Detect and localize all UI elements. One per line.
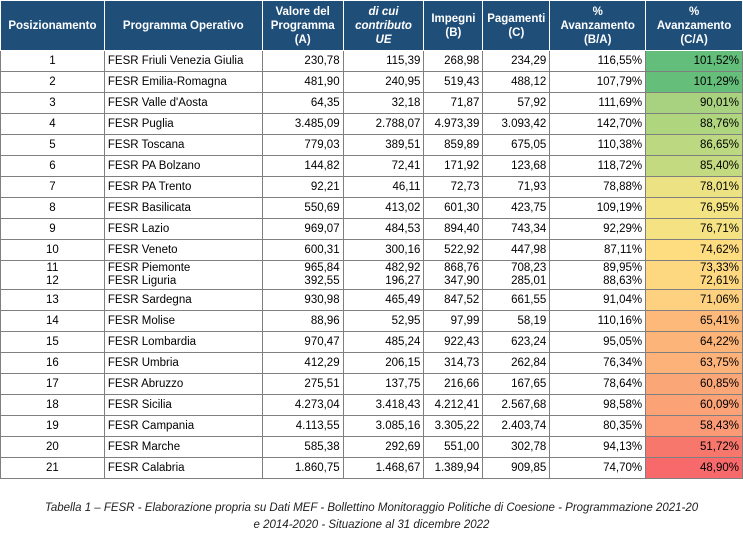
cell-payments: 57,92: [483, 93, 550, 114]
header-pct-ca: % Avanzamento (C/A): [646, 1, 743, 51]
header-value: Valore del Programma (A): [262, 1, 343, 51]
cell-rank: 4: [1, 114, 105, 135]
cell-payments: 488,12: [483, 72, 550, 93]
caption-line-1: Tabella 1 – FESR - Elaborazione propria su Dati MEF - Bollettino Monitoraggio Politiche di Coesione - Programmazione 2021-20: [44, 502, 699, 514]
cell-eu: 137,75: [343, 374, 424, 395]
table-row: [1, 332, 743, 353]
cell-payments: 234,29: [483, 51, 550, 72]
cell-pct-ca: 90,01%: [646, 93, 743, 114]
cell-pct-ca: 51,72%: [646, 437, 743, 458]
cell-commitments: 601,30: [424, 198, 483, 219]
table-row: [1, 240, 743, 261]
cell-commitments: 3.305,22: [424, 416, 483, 437]
cell-program: FESR Valle d'Aosta: [104, 93, 262, 114]
cell-value: 779,03: [262, 135, 343, 156]
cell-value: 275,51: [262, 374, 343, 395]
cell-commitments: 1.389,94: [424, 458, 483, 479]
cell-payments: 623,24: [483, 332, 550, 353]
cell-eu: 292,69: [343, 437, 424, 458]
cell-program: FESR Umbria: [104, 353, 262, 374]
cell-pct-ba: 78,88%: [550, 177, 646, 198]
cell-eu: 206,15: [343, 353, 424, 374]
cell-value: 230,78: [262, 51, 343, 72]
cell-program: FESR PA Trento: [104, 177, 262, 198]
cell-pct-ba: 142,70%: [550, 114, 646, 135]
cell-commitments: 859,89: [424, 135, 483, 156]
cell-rank: 13: [1, 290, 105, 311]
cell-eu: 300,16: [343, 240, 424, 261]
cell-pct-ca: 60,09%: [646, 395, 743, 416]
table-row: [1, 395, 743, 416]
cell-payments: 2.403,74: [483, 416, 550, 437]
cell-value: 585,38: [262, 437, 343, 458]
cell-commitments: 551,00: [424, 437, 483, 458]
cell-commitments: 216,66: [424, 374, 483, 395]
cell-eu: 485,24: [343, 332, 424, 353]
header-program: Programma Operativo: [104, 1, 262, 51]
table-row: [1, 51, 743, 72]
cell-value: 969,07: [262, 219, 343, 240]
cell-commitments: 868,76 347,90: [424, 261, 483, 290]
cell-rank: 3: [1, 93, 105, 114]
cell-program: FESR Lombardia: [104, 332, 262, 353]
cell-eu: 115,39: [343, 51, 424, 72]
cell-payments: 262,84: [483, 353, 550, 374]
cell-commitments: 4.973,39: [424, 114, 483, 135]
cell-payments: 302,78: [483, 437, 550, 458]
cell-pct-ba: 78,64%: [550, 374, 646, 395]
cell-pct-ba: 110,16%: [550, 311, 646, 332]
cell-commitments: 4.212,41: [424, 395, 483, 416]
cell-program: FESR Veneto: [104, 240, 262, 261]
cell-eu: 2.788,07: [343, 114, 424, 135]
cell-program: FESR Puglia: [104, 114, 262, 135]
cell-value: 970,47: [262, 332, 343, 353]
cell-pct-ca: 86,65%: [646, 135, 743, 156]
cell-pct-ba: 109,19%: [550, 198, 646, 219]
cell-value: 144,82: [262, 156, 343, 177]
table-row: [1, 219, 743, 240]
cell-pct-ba: 91,04%: [550, 290, 646, 311]
cell-pct-ca: 63,75%: [646, 353, 743, 374]
header-payments: Pagamenti (C): [483, 1, 550, 51]
cell-payments: 743,34: [483, 219, 550, 240]
cell-pct-ba: 118,72%: [550, 156, 646, 177]
cell-commitments: 314,73: [424, 353, 483, 374]
cell-value: 965,84 392,55: [262, 261, 343, 290]
cell-commitments: 71,87: [424, 93, 483, 114]
cell-rank: 14: [1, 311, 105, 332]
cell-payments: 675,05: [483, 135, 550, 156]
cell-eu: 413,02: [343, 198, 424, 219]
cell-pct-ba: 74,70%: [550, 458, 646, 479]
table-row: [1, 135, 743, 156]
cell-value: 550,69: [262, 198, 343, 219]
cell-eu: 52,95: [343, 311, 424, 332]
cell-pct-ca: 64,22%: [646, 332, 743, 353]
cell-rank: 21: [1, 458, 105, 479]
cell-commitments: 97,99: [424, 311, 483, 332]
cell-pct-ca: 58,43%: [646, 416, 743, 437]
header-rank: Posizionamento: [1, 1, 105, 51]
cell-value: 4.113,55: [262, 416, 343, 437]
cell-pct-ba: 111,69%: [550, 93, 646, 114]
cell-commitments: 847,52: [424, 290, 483, 311]
cell-pct-ca: 48,90%: [646, 458, 743, 479]
cell-rank: 9: [1, 219, 105, 240]
header-eu: di cui contributo UE: [343, 1, 424, 51]
caption-line-2: e 2014-2020 - Situazione al 31 dicembre 2022: [253, 519, 490, 531]
cell-commitments: 72,73: [424, 177, 483, 198]
table-row: [1, 416, 743, 437]
cell-rank: 20: [1, 437, 105, 458]
cell-commitments: 522,92: [424, 240, 483, 261]
cell-pct-ca: 85,40%: [646, 156, 743, 177]
cell-payments: 708,23 285,01: [483, 261, 550, 290]
cell-pct-ca: 101,52%: [646, 51, 743, 72]
cell-payments: 423,75: [483, 198, 550, 219]
table-row: [1, 93, 743, 114]
cell-eu: 3.085,16: [343, 416, 424, 437]
cell-payments: 661,55: [483, 290, 550, 311]
cell-pct-ba: 107,79%: [550, 72, 646, 93]
cell-eu: 46,11: [343, 177, 424, 198]
cell-value: 600,31: [262, 240, 343, 261]
table-row: [1, 458, 743, 479]
cell-pct-ba: 80,35%: [550, 416, 646, 437]
cell-pct-ba: 98,58%: [550, 395, 646, 416]
cell-pct-ba: 110,38%: [550, 135, 646, 156]
cell-rank: 18: [1, 395, 105, 416]
cell-rank: 8: [1, 198, 105, 219]
header-row: [1, 1, 743, 51]
table-row: [1, 114, 743, 135]
cell-payments: 447,98: [483, 240, 550, 261]
header-commitments: Impegni (B): [424, 1, 483, 51]
cell-value: 88,96: [262, 311, 343, 332]
cell-commitments: 922,43: [424, 332, 483, 353]
cell-program: FESR Emilia-Romagna: [104, 72, 262, 93]
cell-eu: 484,53: [343, 219, 424, 240]
table-row: [1, 177, 743, 198]
cell-program: FESR Piemonte FESR Liguria: [104, 261, 262, 290]
cell-pct-ca: 76,95%: [646, 198, 743, 219]
table-row: [1, 437, 743, 458]
cell-program: FESR Marche: [104, 437, 262, 458]
table-row: [1, 261, 743, 290]
cell-rank: 19: [1, 416, 105, 437]
cell-value: 64,35: [262, 93, 343, 114]
cell-program: FESR Sicilia: [104, 395, 262, 416]
cell-program: FESR Calabria: [104, 458, 262, 479]
cell-eu: 240,95: [343, 72, 424, 93]
cell-payments: 167,65: [483, 374, 550, 395]
cell-rank: 17: [1, 374, 105, 395]
cell-program: FESR Campania: [104, 416, 262, 437]
table-row: [1, 156, 743, 177]
cell-eu: 3.418,43: [343, 395, 424, 416]
cell-rank: 1: [1, 51, 105, 72]
table-body: [1, 51, 743, 479]
table-row: [1, 198, 743, 219]
cell-rank: 5: [1, 135, 105, 156]
cell-program: FESR Molise: [104, 311, 262, 332]
cell-eu: 1.468,67: [343, 458, 424, 479]
cell-pct-ca: 78,01%: [646, 177, 743, 198]
cell-pct-ba: 89,95% 88,63%: [550, 261, 646, 290]
cell-program: FESR Toscana: [104, 135, 262, 156]
table-row: [1, 72, 743, 93]
cell-payments: 58,19: [483, 311, 550, 332]
cell-program: FESR Friuli Venezia Giulia: [104, 51, 262, 72]
cell-rank: 11 12: [1, 261, 105, 290]
cell-pct-ca: 71,06%: [646, 290, 743, 311]
table-row: [1, 374, 743, 395]
cell-program: FESR Sardegna: [104, 290, 262, 311]
cell-program: FESR Basilicata: [104, 198, 262, 219]
cell-pct-ba: 87,11%: [550, 240, 646, 261]
table-row: [1, 290, 743, 311]
table-row: [1, 353, 743, 374]
cell-payments: 3.093,42: [483, 114, 550, 135]
cell-value: 481,90: [262, 72, 343, 93]
cell-pct-ca: 60,85%: [646, 374, 743, 395]
cell-pct-ba: 76,34%: [550, 353, 646, 374]
cell-pct-ba: 92,29%: [550, 219, 646, 240]
cell-pct-ca: 65,41%: [646, 311, 743, 332]
header-pct-ba: % Avanzamento (B/A): [550, 1, 646, 51]
cell-pct-ba: 95,05%: [550, 332, 646, 353]
cell-rank: 10: [1, 240, 105, 261]
cell-payments: 123,68: [483, 156, 550, 177]
cell-pct-ca: 101,29%: [646, 72, 743, 93]
cell-value: 412,29: [262, 353, 343, 374]
cell-payments: 71,93: [483, 177, 550, 198]
cell-pct-ba: 116,55%: [550, 51, 646, 72]
cell-value: 4.273,04: [262, 395, 343, 416]
cell-payments: 2.567,68: [483, 395, 550, 416]
cell-eu: 72,41: [343, 156, 424, 177]
cell-pct-ca: 73,33% 72,61%: [646, 261, 743, 290]
cell-program: FESR Lazio: [104, 219, 262, 240]
cell-program: FESR Abruzzo: [104, 374, 262, 395]
table-row: [1, 311, 743, 332]
cell-commitments: 519,43: [424, 72, 483, 93]
cell-eu: 482,92 196,27: [343, 261, 424, 290]
cell-value: 1.860,75: [262, 458, 343, 479]
cell-commitments: 171,92: [424, 156, 483, 177]
cell-eu: 32,18: [343, 93, 424, 114]
cell-value: 3.485,09: [262, 114, 343, 135]
cell-eu: 389,51: [343, 135, 424, 156]
cell-rank: 16: [1, 353, 105, 374]
cell-rank: 15: [1, 332, 105, 353]
cell-rank: 7: [1, 177, 105, 198]
cell-value: 930,98: [262, 290, 343, 311]
cell-eu: 465,49: [343, 290, 424, 311]
cell-value: 92,21: [262, 177, 343, 198]
cell-pct-ca: 76,71%: [646, 219, 743, 240]
cell-pct-ca: 74,62%: [646, 240, 743, 261]
cell-pct-ca: 88,76%: [646, 114, 743, 135]
cell-program: FESR PA Bolzano: [104, 156, 262, 177]
cell-rank: 2: [1, 72, 105, 93]
cell-commitments: 268,98: [424, 51, 483, 72]
cell-commitments: 894,40: [424, 219, 483, 240]
cell-rank: 6: [1, 156, 105, 177]
cell-pct-ba: 94,13%: [550, 437, 646, 458]
cell-payments: 909,85: [483, 458, 550, 479]
